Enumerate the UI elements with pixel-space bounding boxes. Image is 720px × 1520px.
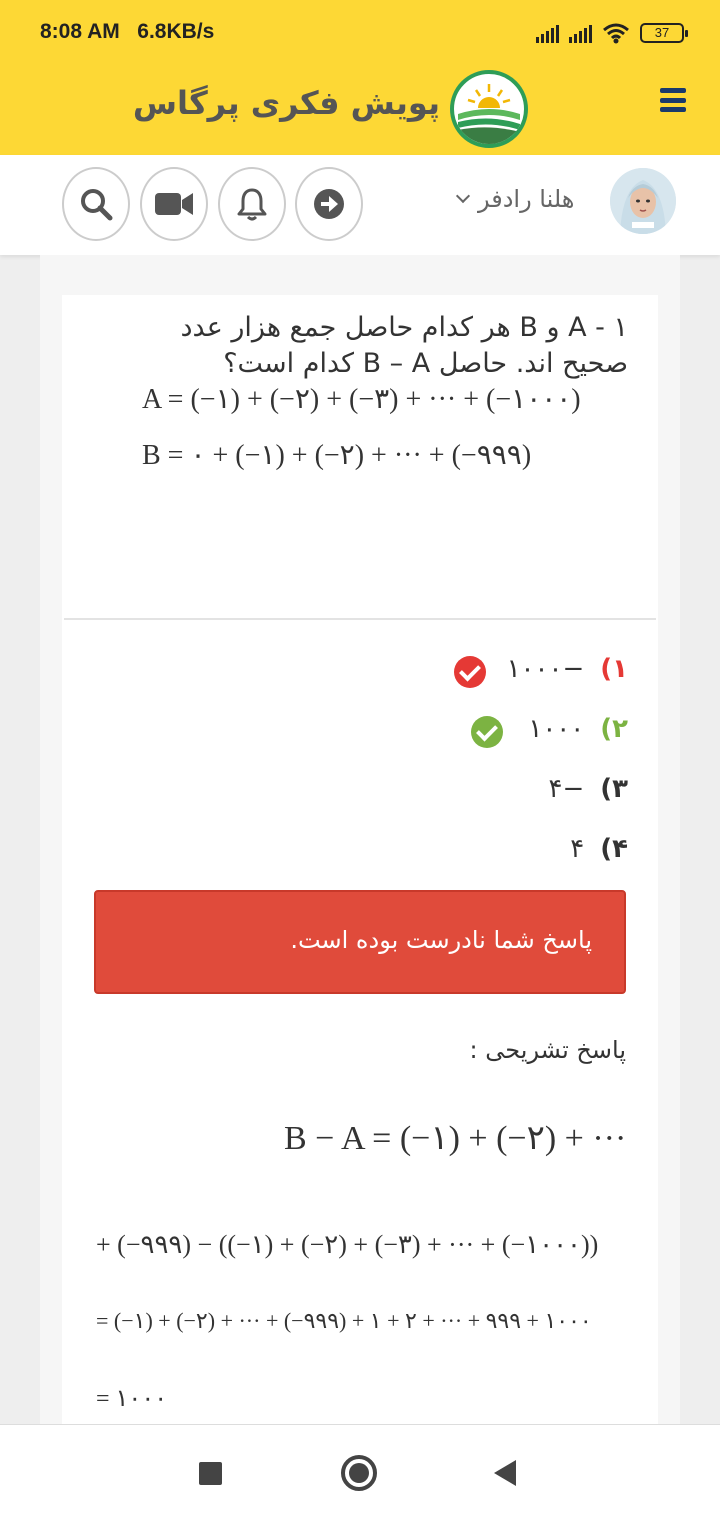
signal-icon <box>569 23 592 43</box>
user-bar <box>0 155 720 255</box>
explanation-line-2: + (−۹۹۹) − ((−۱) + (−۲) + (−۳) + ··· + (−۱۰۰۰)) <box>96 1230 599 1259</box>
chevron-down-icon <box>456 189 470 203</box>
option-1[interactable] <box>507 654 628 684</box>
formula-b: B = ۰ + (−۱) + (−۲) + ··· + (−۹۹۹) <box>142 440 532 471</box>
search-button[interactable] <box>62 167 130 241</box>
check-circle-icon <box>454 656 486 688</box>
option-3[interactable] <box>548 774 628 804</box>
option-number: ۳) <box>600 774 628 804</box>
check-circle-icon <box>471 716 503 748</box>
avatar[interactable] <box>610 168 676 234</box>
option-value: ۱۰۰۰ <box>528 714 585 744</box>
home-icon[interactable] <box>341 1455 377 1491</box>
recents-icon[interactable] <box>199 1462 222 1485</box>
exit-button[interactable] <box>295 167 363 241</box>
search-icon <box>79 187 113 221</box>
status-icons <box>536 22 684 44</box>
video-camera-icon <box>154 190 194 218</box>
explanation-line-4: = ۱۰۰۰ <box>96 1386 168 1412</box>
option-number: ۱) <box>600 654 628 684</box>
status-time-speed <box>40 20 214 44</box>
result-message: پاسخ شما نادرست بوده است. <box>290 926 592 954</box>
question-text: ۱ - A و B هر کدام حاصل جمع هزار عدد صحیح اند. حاصل B – A کدام است؟ <box>180 312 628 379</box>
wifi-icon <box>602 22 630 44</box>
pergas-sun-logo <box>450 70 528 148</box>
option-4[interactable] <box>570 834 628 864</box>
arrow-right-circle-icon <box>312 187 346 221</box>
app-title: پویش فکری پرگاس <box>132 84 440 122</box>
user-name: هلنا رادفر <box>478 185 575 213</box>
battery-icon: 37 <box>640 23 684 43</box>
notifications-button[interactable] <box>218 167 286 241</box>
formula-a: A = (−۱) + (−۲) + (−۳) + ··· + (−۱۰۰۰) <box>142 384 581 415</box>
video-button[interactable] <box>140 167 208 241</box>
hamburger-icon[interactable] <box>660 88 686 112</box>
result-alert <box>94 890 626 994</box>
option-number: ۲) <box>600 714 628 744</box>
explanation-line-3: = (−۱) + (−۲) + ··· + (−۹۹۹) + ۱ + ۲ + ··· + ۹۹۹ + ۱۰۰۰ <box>96 1308 592 1333</box>
option-value: −۴ <box>548 774 585 804</box>
bell-icon <box>236 187 268 221</box>
divider <box>64 618 656 620</box>
signal-icon <box>536 23 559 43</box>
app-header <box>0 70 720 155</box>
system-nav-bar <box>0 1424 720 1520</box>
back-icon[interactable] <box>494 1460 516 1486</box>
status-time: 8:08 AM <box>40 20 120 43</box>
option-2[interactable] <box>528 714 628 744</box>
option-value: −۱۰۰۰ <box>506 654 585 684</box>
explanation-line-1: B − A = (−۱) + (−۲) + ··· <box>284 1120 627 1157</box>
status-bar <box>0 0 720 70</box>
user-menu[interactable] <box>458 185 574 213</box>
status-speed: 6.8KB/s <box>137 20 215 43</box>
option-number: ۴) <box>600 834 628 864</box>
option-value: ۴ <box>570 834 585 864</box>
explanation-label: پاسخ تشریحی : <box>469 1036 626 1064</box>
